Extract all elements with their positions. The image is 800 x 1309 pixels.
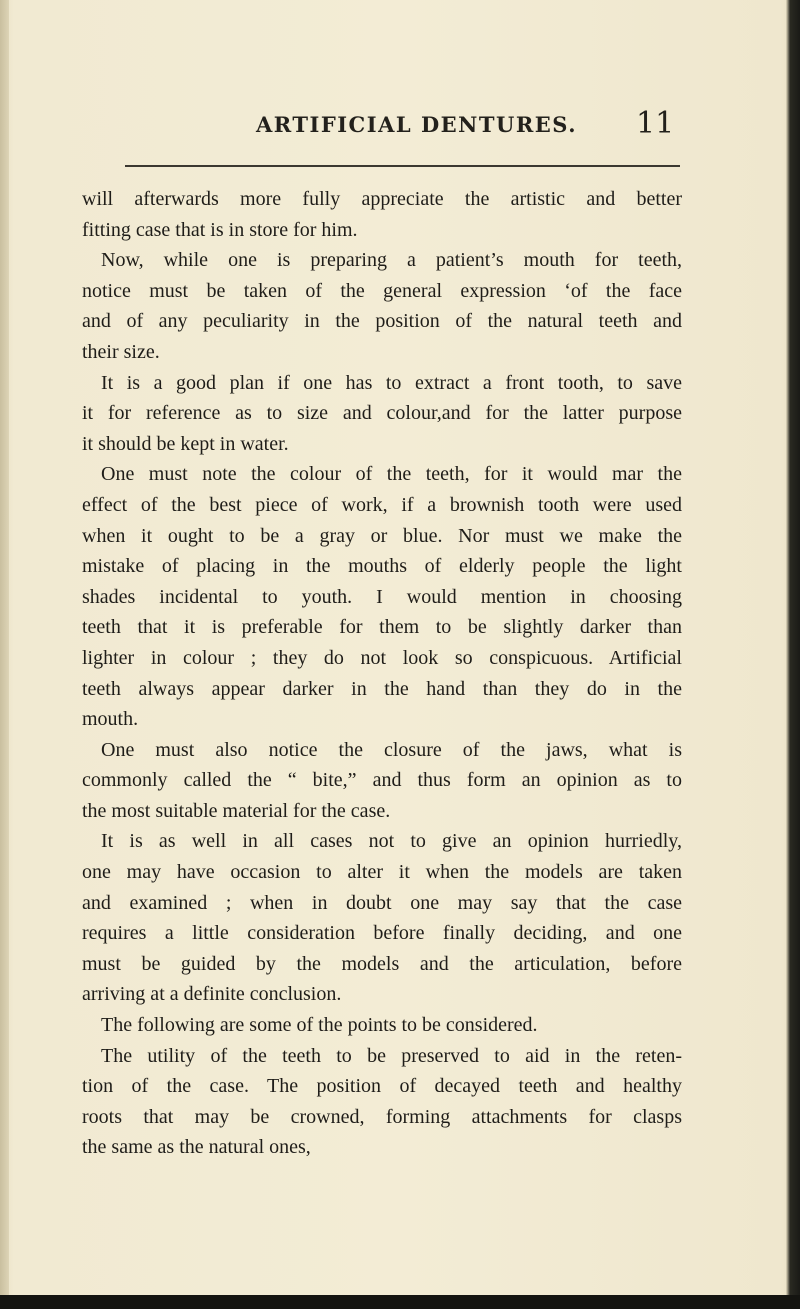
text-line: commonly called the “ bite,” and thus form an opinion as to xyxy=(82,769,682,792)
text-line: it for reference as to size and colour,and for the latter purpose xyxy=(82,402,682,425)
page-right-edge-shadow xyxy=(786,0,800,1309)
text-line: It is as well in all cases not to give an opinion hurriedly, xyxy=(101,830,682,853)
text-line: and of any peculiarity in the position of the natural teeth and xyxy=(82,310,682,333)
text-line: roots that may be crowned, forming attachments for clasps xyxy=(82,1105,682,1128)
text-line: One must note the colour of the teeth, for it would mar the xyxy=(101,463,682,486)
text-line: notice must be taken of the general expression ʻof the face xyxy=(82,279,682,302)
text-line: must be guided by the models and the articulation, before xyxy=(82,952,682,975)
text-line: tion of the case. The position of decayed teeth and healthy xyxy=(82,1075,682,1098)
text-line: shades incidental to youth. I would mention in choosing xyxy=(82,585,682,608)
page-number: 11 xyxy=(636,106,675,141)
text-line: One must also notice the closure of the jaws, what is xyxy=(101,738,682,761)
text-line: mouth. xyxy=(82,708,139,731)
text-line: arriving at a definite conclusion. xyxy=(82,983,342,1006)
running-head: ARTIFICIAL DENTURES. xyxy=(256,112,578,137)
text-line: will afterwards more fully appreciate the artistic and better xyxy=(82,188,682,210)
text-line: The utility of the teeth to be preserved to aid in the reten- xyxy=(101,1044,682,1067)
text-line: the most suitable material for the case. xyxy=(82,799,391,822)
text-line: lighter in colour ; they do not look so conspicuous. Artificial xyxy=(82,646,682,669)
text-line: requires a little consideration before finally deciding, and one xyxy=(82,922,682,945)
text-line: fitting case that is in store for him. xyxy=(82,218,358,241)
text-line: one may have occasion to alter it when the models are taken xyxy=(82,861,682,884)
text-line: when it ought to be a gray or blue. Nor must we make the xyxy=(82,524,682,547)
text-line: teeth that it is preferable for them to be slightly darker than xyxy=(82,616,682,639)
text-line: effect of the best piece of work, if a brownish tooth were used xyxy=(82,493,682,516)
text-line: It is a good plan if one has to extract a front tooth, to save xyxy=(101,371,682,394)
page-left-edge-shadow xyxy=(0,0,9,1309)
page-header xyxy=(0,106,800,140)
header-rule xyxy=(125,165,680,167)
text-line: Now, while one is preparing a patient’s mouth for teeth, xyxy=(101,249,682,272)
text-line: teeth always appear darker in the hand than they do in the xyxy=(82,677,682,700)
text-line: their size. xyxy=(82,340,160,363)
text-line: mistake of placing in the mouths of elderly people the light xyxy=(82,555,682,578)
text-line: the same as the natural ones, xyxy=(82,1136,311,1159)
text-line: it should be kept in water. xyxy=(82,432,289,455)
page-bottom-edge-shadow xyxy=(0,1295,800,1309)
body-text xyxy=(82,184,682,1163)
text-line: and examined ; when in doubt one may say that the case xyxy=(82,891,682,914)
text-line: The following are some of the points to be considered. xyxy=(101,1014,538,1037)
